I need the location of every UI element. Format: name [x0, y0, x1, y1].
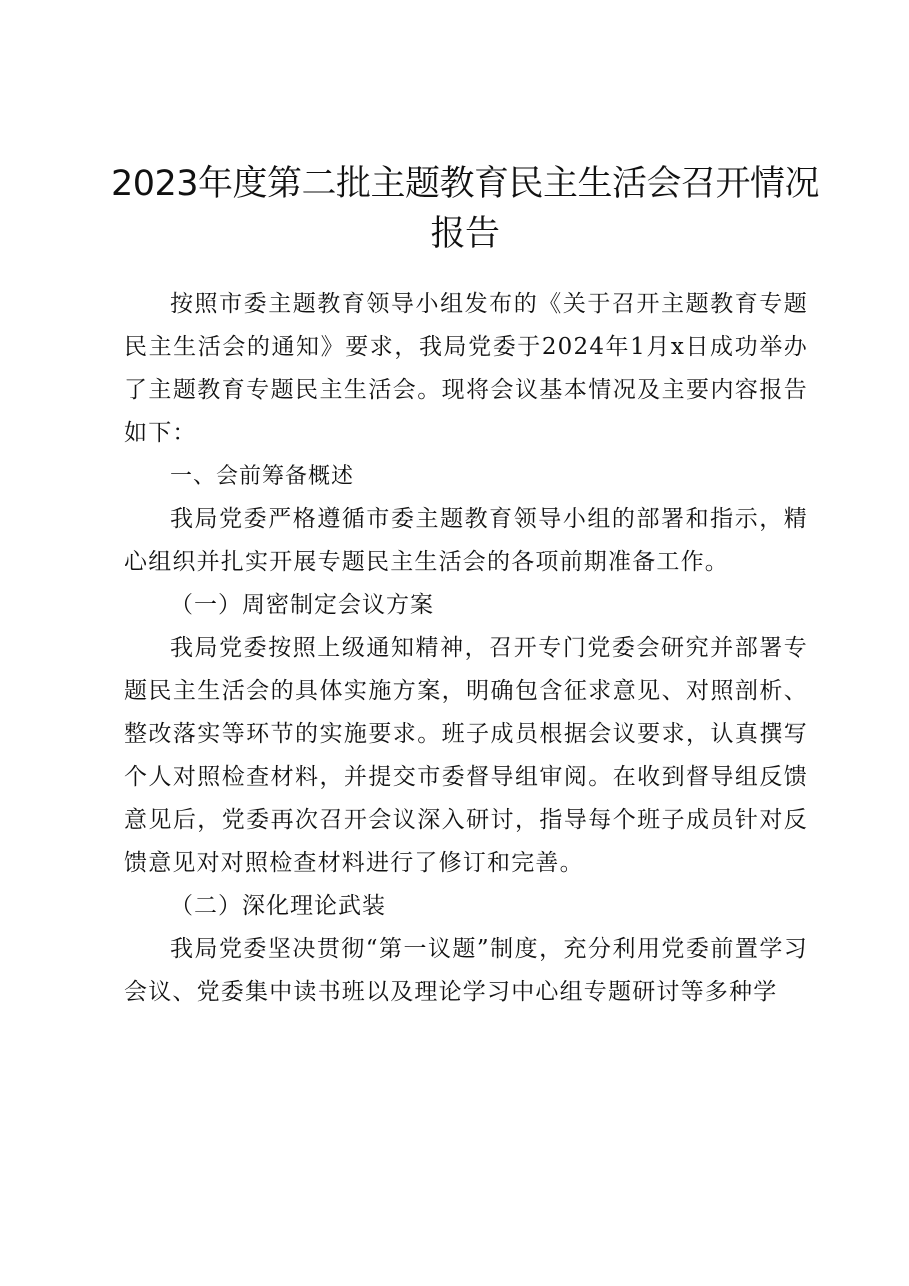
intro-paragraph: 按照市委主题教育领导小组发布的《关于召开主题教育专题民主生活会的通知》要求，我局党委于2024年1月x日成功举办了主题教育专题民主生活会。现将会议基本情况及主要内容报告如下：	[124, 291, 808, 446]
subsection-heading-2: （二）深化理论武装	[170, 893, 386, 919]
section-1-paragraph: 我局党委严格遵循市委主题教育领导小组的部署和指示，精心组织并扎实开展专题民主生活会的各项前期准备工作。	[124, 506, 808, 575]
subsection-2-paragraph: 我局党委坚决贯彻“第一议题”制度，充分利用党委前置学习会议、党委集中读书班以及理论学习中心组专题研讨等多种学	[124, 936, 808, 1005]
document-title	[110, 159, 820, 259]
title-line-1: 2023年度第二批主题教育民主生活会召开情况	[110, 164, 820, 204]
title-line-2: 报告	[430, 214, 500, 254]
subsection-1-paragraph: 我局党委按照上级通知精神，召开专门党委会研究并部署专题民主生活会的具体实施方案，明确包含征求意见、对照剖析、整改落实等环节的实施要求。班子成员根据会议要求，认真撰写个人对照检查材料，并提交市委督导组审阅。在收到督导组反馈意见后，党委再次召开会议深入研讨，指导每个班子成员针对反馈意见对对照检查材料进行了修订和完善。	[124, 635, 808, 876]
document-body	[124, 283, 808, 1014]
section-heading-1: 一、会前筹备概述	[170, 464, 355, 489]
subsection-heading-1: （一）周密制定会议方案	[170, 592, 434, 618]
